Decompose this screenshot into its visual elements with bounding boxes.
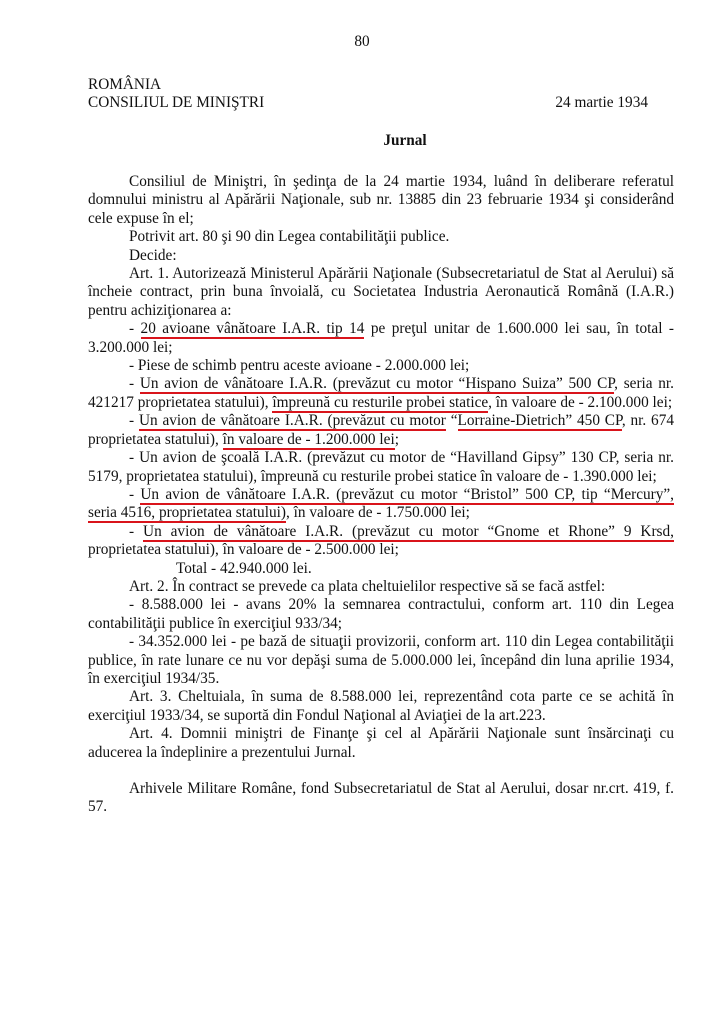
page-number: 80	[354, 33, 370, 50]
intro-paragraph: Consiliul de Miniştri, în şedinţa de la 24 martie 1934, luând în deliberare referatul domnului ministru al Apărării Naţionale, sub nr. 13885 din 23 februarie 1934 şi considerând cele expuse în el;	[88, 173, 674, 227]
item-1-paragraph	[88, 320, 674, 357]
item-3-paragraph	[88, 375, 674, 412]
article-1-paragraph: Art. 1. Autorizează Ministerul Apărării Naţionale (Subsecretariatul de Stat al Aerului) să încheie contract, prin buna învoială, cu Societatea Industria Aeronautică Română (I.A.R.) pentru achiziţionarea a:	[88, 265, 674, 319]
item-3-underlined-text: Un avion de vânătoare I.A.R. (prevăzut cu motor “Hispano Suiza” 500 CP	[139, 375, 615, 393]
item-4-underlined-text: Un avion de vânătoare I.A.R. (prevăzut cu motor	[138, 412, 446, 430]
item-1-rest-text: pe preţul unitar de 1.600.000 lei sau, în total - 3.200.000 lei;	[88, 320, 674, 356]
item-4-paragraph	[88, 412, 674, 449]
item-6-paragraph	[88, 486, 674, 523]
document-date: 24 martie 1934	[555, 94, 648, 112]
document-title: Jurnal	[383, 132, 427, 149]
article-2-installments-paragraph: - 34.352.000 lei - pe bază de situaţii provizorii, conform art. 110 din Legea contabilităţii publice, în rate lunare ce nu vor depăşi suma de 5.000.000 lei, începând din luna aprilie 1934, în exerciţiul 1934/35.	[88, 633, 674, 687]
item-7-rest-text: proprietatea statului), în valoare de - 2.500.000 lei;	[88, 541, 399, 559]
item-4-middle-text: , nr. 674 proprietatea statului),	[88, 412, 674, 448]
institution-name: CONSILIUL DE MINIŞTRI	[88, 94, 265, 112]
document-body	[88, 173, 674, 817]
legal-basis-paragraph: Potrivit art. 80 şi 90 din Legea contabilităţii publice.	[129, 228, 450, 246]
item-3-middle-text: , seria nr. 421217 proprietatea statului),	[88, 375, 675, 411]
item-4-underlined-text-3: în valoare de - 1.200.000 lei	[222, 430, 395, 448]
item-4-underlined-text-2: Lorraine-Dietrich” 450 CP	[457, 412, 622, 430]
item-7-paragraph	[88, 523, 674, 560]
item-4-dash: -	[129, 412, 139, 430]
decide-paragraph: Decide:	[129, 246, 177, 264]
source-note: Arhivele Militare Române, fond Subsecretariatul de Stat al Aerului, dosar nr.crt. 419, f. 57.	[88, 780, 674, 816]
item-7-dash: -	[129, 522, 144, 540]
item-6-underlined-text: Un avion de vânătoare I.A.R. (prevăzut cu motor “Bristol” 500 CP, tip “Mercury”, seria 4516, proprietatea statului)	[88, 485, 674, 522]
item-1-underlined-text: 20 avioane vânătoare I.A.R. tip 14	[140, 320, 365, 338]
article-2-advance-paragraph: - 8.588.000 lei - avans 20% la semnarea contractului, conform art. 110 din Legea contabilităţii publice în exerciţiul 933/34;	[88, 596, 674, 632]
article-4-paragraph: Art. 4. Domnii miniştri de Finanţe şi cel al Apărării Naţionale sunt însărcinaţi cu aducerea la îndeplinire a prezentului Jurnal.	[88, 725, 674, 761]
item-3-underlined-text-2: împreună cu resturile probei statice	[272, 393, 489, 411]
header-line	[88, 94, 648, 112]
item-3-dash: -	[129, 375, 140, 393]
article-2-paragraph: Art. 2. În contract se prevede ca plata cheltuielilor respective să se facă astfel:	[129, 577, 606, 595]
item-6-dash: -	[129, 485, 141, 503]
item-2-paragraph: - Piese de schimb pentru aceste avioane - 2.000.000 lei;	[129, 357, 470, 375]
paragraph-spacer	[88, 762, 674, 780]
document-header	[88, 76, 648, 113]
item-3-rest-text: , în valoare de - 2.100.000 lei;	[488, 393, 673, 411]
country-name: ROMÂNIA	[88, 76, 162, 93]
item-4-rest-text: ;	[394, 430, 399, 448]
item-7-underlined-text: Un avion de vânătoare I.A.R. (prevăzut cu motor “Gnome et Rhone” 9 Krsd,	[143, 522, 674, 540]
item-6-rest-text: , în valoare de - 1.750.000 lei;	[285, 504, 470, 522]
item-1-dash: -	[129, 320, 141, 338]
total-line: Total - 42.940.000 lei.	[176, 559, 312, 577]
item-5-paragraph: - Un avion de şcoală I.A.R. (prevăzut cu motor de “Havilland Gipsy” 130 CP, seria nr. 5179, proprietatea statului), împreună cu resturile probei statice în valoare de - 1.390.000 lei;	[88, 449, 674, 485]
item-4-space: “	[445, 412, 458, 430]
article-3-paragraph: Art. 3. Cheltuiala, în suma de 8.588.000 lei, reprezentând cota parte ce se achită în exerciţiul 1933/34, se suportă din Fondul Naţional al Aviaţiei de la art.223.	[88, 688, 674, 724]
